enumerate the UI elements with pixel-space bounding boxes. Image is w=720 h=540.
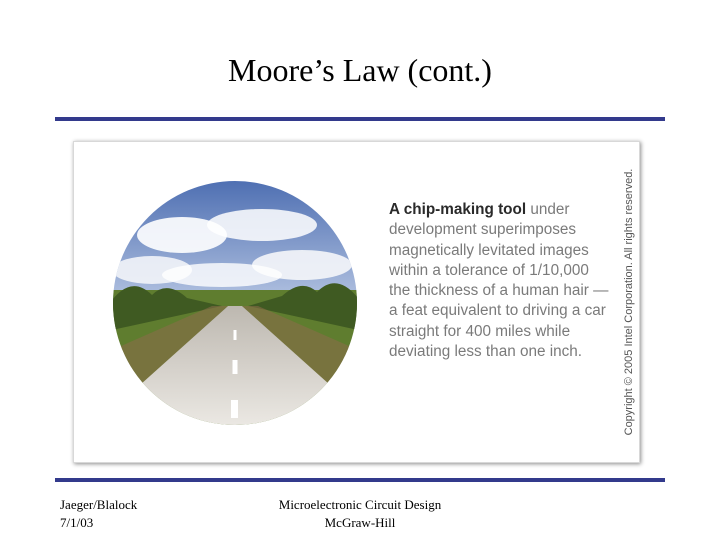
footer-divider (55, 478, 665, 482)
footer-left (60, 496, 137, 532)
caption-lead: A chip-making tool (389, 201, 527, 218)
footer-book-title: Microelectronic Circuit Design (278, 497, 442, 512)
copyright-notice: Copyright © 2005 Intel Corporation. All rights reserved. (623, 168, 635, 436)
footer-center (200, 496, 520, 532)
title-divider (55, 117, 665, 121)
figure-panel (73, 141, 640, 463)
figure-caption (389, 200, 609, 362)
slide-title: Moore’s Law (cont.) (228, 52, 492, 88)
footer-date: 7/1/03 (60, 515, 94, 530)
caption-body: under development superimposes magnetically levitated images within a tolerance of 1/10,000 the thickness of a human hair — a feat equivalent to driving a car straight for 400 miles while deviating less than one inch. (389, 201, 609, 361)
footer-publisher: McGraw-Hill (324, 515, 396, 530)
road-photo (112, 180, 358, 426)
footer-authors: Jaeger/Blalock (60, 497, 138, 512)
